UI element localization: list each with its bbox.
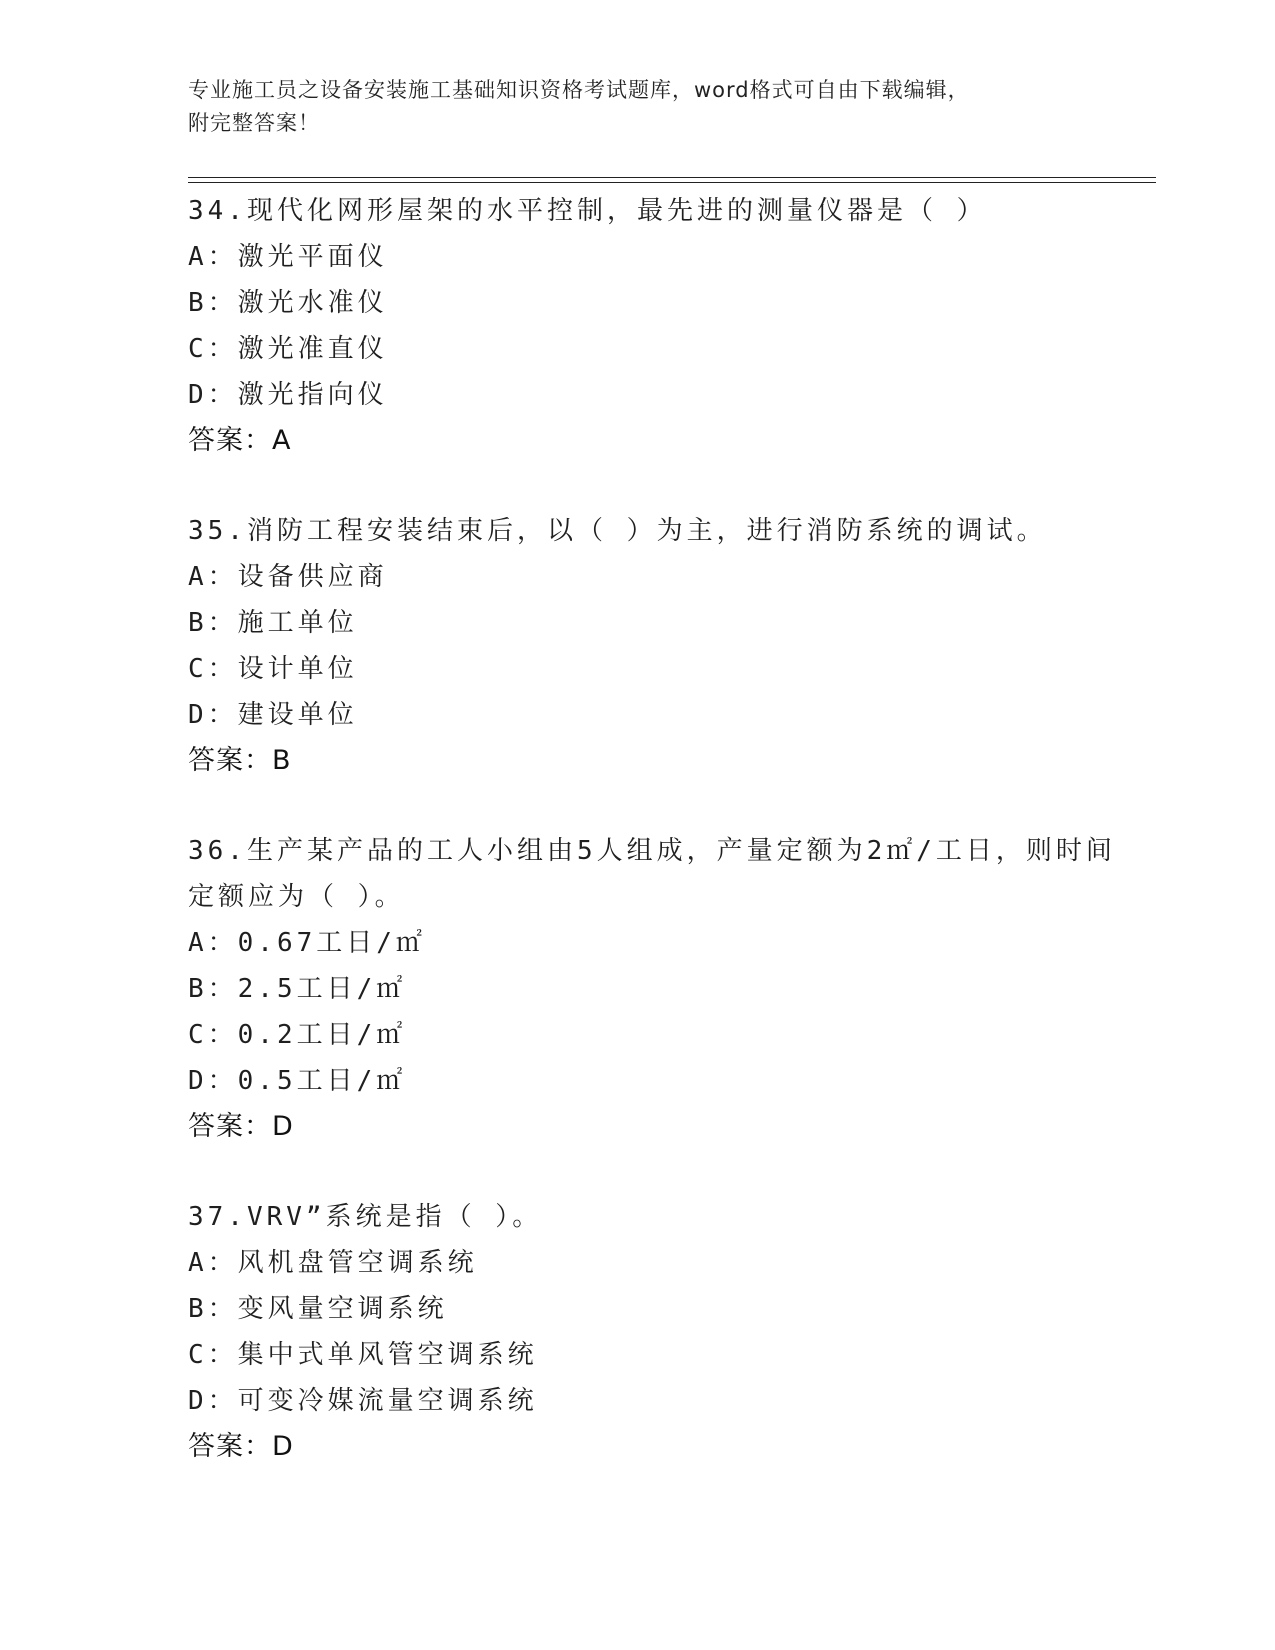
question-35 xyxy=(188,508,1128,784)
option-b: B：激光水准仪 xyxy=(188,288,388,318)
answer-label: 答案：D xyxy=(188,1431,294,1462)
question-34 xyxy=(188,188,1128,464)
option-c: C：0.2工日/㎡ xyxy=(188,1020,407,1050)
question-stem: 37.VRV”系统是指（ ）。 xyxy=(188,1202,543,1232)
option-d: D：可变冷媒流量空调系统 xyxy=(188,1386,538,1416)
answer-label: 答案：D xyxy=(188,1111,294,1142)
option-a: A：0.67工日/㎡ xyxy=(188,928,426,958)
option-a: A：设备供应商 xyxy=(188,562,388,592)
header-line-1: 专业施工员之设备安装施工基础知识资格考试题库，word格式可自由下载编辑， xyxy=(188,78,970,102)
header-divider-top xyxy=(188,177,1156,178)
question-stem: 35.消防工程安装结束后，以（ ）为主，进行消防系统的调试。 xyxy=(188,516,1047,546)
option-c: C：激光准直仪 xyxy=(188,334,388,364)
option-c: C：设计单位 xyxy=(188,654,358,684)
option-b: B：变风量空调系统 xyxy=(188,1294,448,1324)
question-stem-line-2: 定额应为（ ）。 xyxy=(188,882,405,912)
option-a: A：激光平面仪 xyxy=(188,242,388,272)
answer-label: 答案：A xyxy=(188,425,292,456)
option-d: D：建设单位 xyxy=(188,700,358,730)
option-b: B：2.5工日/㎡ xyxy=(188,974,407,1004)
option-a: A：风机盘管空调系统 xyxy=(188,1248,478,1278)
header-divider-bottom xyxy=(188,182,1156,183)
question-37 xyxy=(188,1194,1128,1470)
option-d: D：0.5工日/㎡ xyxy=(188,1066,407,1096)
question-stem: 34.现代化网形屋架的水平控制，最先进的测量仪器是（ ） xyxy=(188,196,987,226)
header-line-2: 附完整答案！ xyxy=(188,111,320,135)
answer-label: 答案：B xyxy=(188,745,292,776)
option-b: B：施工单位 xyxy=(188,608,358,638)
option-d: D：激光指向仪 xyxy=(188,380,388,410)
question-stem-line-1: 36.生产某产品的工人小组由5人组成，产量定额为2㎡/工日，则时间 xyxy=(188,836,1116,866)
question-36 xyxy=(188,828,1128,1150)
option-c: C：集中式单风管空调系统 xyxy=(188,1340,538,1370)
document-header xyxy=(188,74,1088,140)
